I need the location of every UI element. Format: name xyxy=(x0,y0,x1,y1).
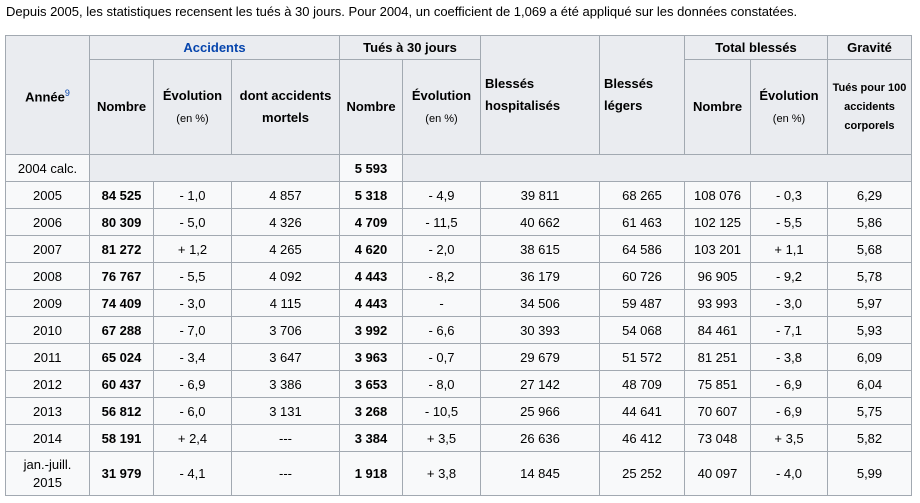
cell-tues: 3 653 xyxy=(340,371,403,398)
cell-year: 2011 xyxy=(6,344,90,371)
cell-acc-evo: + 2,4 xyxy=(154,425,232,452)
cell-hosp: 14 845 xyxy=(481,452,600,496)
cell-tues: 3 268 xyxy=(340,398,403,425)
cell-acc-evo: - 3,0 xyxy=(154,290,232,317)
cell-hosp: 34 506 xyxy=(481,290,600,317)
cell-grav: 5,99 xyxy=(828,452,912,496)
cell-acc-evo: + 1,2 xyxy=(154,236,232,263)
cell-hosp: 26 636 xyxy=(481,425,600,452)
cell-hosp: 39 811 xyxy=(481,182,600,209)
cell-acc: 60 437 xyxy=(90,371,154,398)
cell-tues-evo: - 4,9 xyxy=(403,182,481,209)
cell-legers: 48 709 xyxy=(600,371,685,398)
header-hospitalises: Blessés hospitalisés xyxy=(481,36,600,155)
cell-tues-evo: - 11,5 xyxy=(403,209,481,236)
cell-total: 75 851 xyxy=(685,371,751,398)
cell-total-evo: - 0,3 xyxy=(751,182,828,209)
cell-total: 102 125 xyxy=(685,209,751,236)
cell-tues-evo: + 3,5 xyxy=(403,425,481,452)
cell-acc: 67 288 xyxy=(90,317,154,344)
cell-hosp: 25 966 xyxy=(481,398,600,425)
table-caption: Depuis 2005, les statistiques recensent les tués à 30 jours. Pour 2004, un coefficient de 1,069 a été appliqué sur les données constatées. xyxy=(6,4,798,19)
cell-hosp: 40 662 xyxy=(481,209,600,236)
cell-acc-evo: - 6,9 xyxy=(154,371,232,398)
cell-acc: 74 409 xyxy=(90,290,154,317)
cell-total: 96 905 xyxy=(685,263,751,290)
cell-acc: 76 767 xyxy=(90,263,154,290)
table-row xyxy=(6,317,912,344)
cell-tues-evo: - 10,5 xyxy=(403,398,481,425)
cell-year: 2013 xyxy=(6,398,90,425)
cell-year: 2012 xyxy=(6,371,90,398)
cell-acc: 56 812 xyxy=(90,398,154,425)
blank-cell xyxy=(90,155,340,182)
cell-grav: 5,93 xyxy=(828,317,912,344)
cell-acc: 65 024 xyxy=(90,344,154,371)
header-dont-mortels: dont accidents mortels xyxy=(232,60,340,155)
cell-legers: 61 463 xyxy=(600,209,685,236)
cell-tues-evo: - 2,0 xyxy=(403,236,481,263)
table-row xyxy=(6,371,912,398)
cell-tues: 3 992 xyxy=(340,317,403,344)
header-gravite-sub: Tués pour 100 accidents corporels xyxy=(828,60,912,155)
cell-acc-evo: - 4,1 xyxy=(154,452,232,496)
table-row xyxy=(6,452,912,496)
cell-year: 2006 xyxy=(6,209,90,236)
cell-legers: 46 412 xyxy=(600,425,685,452)
header-tues-evolution: Évolution (en %) xyxy=(403,60,481,155)
cell-hosp: 30 393 xyxy=(481,317,600,344)
cell-grav: 6,29 xyxy=(828,182,912,209)
cell-year: 2010 xyxy=(6,317,90,344)
cell-total-evo: - 9,2 xyxy=(751,263,828,290)
cell-tues: 4 709 xyxy=(340,209,403,236)
cell-tues-evo: - 8,2 xyxy=(403,263,481,290)
cell-legers: 68 265 xyxy=(600,182,685,209)
cell-mortels: 3 647 xyxy=(232,344,340,371)
cell-total-evo: - 6,9 xyxy=(751,371,828,398)
cell-total: 84 461 xyxy=(685,317,751,344)
header-accidents[interactable]: Accidents xyxy=(90,36,340,60)
cell-tues-evo: + 3,8 xyxy=(403,452,481,496)
cell-total: 70 607 xyxy=(685,398,751,425)
table-row xyxy=(6,344,912,371)
cell-mortels: 4 115 xyxy=(232,290,340,317)
header-acc-nombre: Nombre xyxy=(90,60,154,155)
header-legers: Blessés légers xyxy=(600,36,685,155)
calc-year: 2004 calc. xyxy=(6,155,90,182)
cell-mortels: 4 326 xyxy=(232,209,340,236)
cell-total-evo: + 1,1 xyxy=(751,236,828,263)
cell-total-evo: - 3,0 xyxy=(751,290,828,317)
cell-year: jan.-juill. 2015 xyxy=(6,452,90,496)
cell-grav: 5,68 xyxy=(828,236,912,263)
cell-hosp: 36 179 xyxy=(481,263,600,290)
cell-tues-evo: - 6,6 xyxy=(403,317,481,344)
cell-year: 2005 xyxy=(6,182,90,209)
cell-total: 93 993 xyxy=(685,290,751,317)
cell-grav: 5,86 xyxy=(828,209,912,236)
cell-hosp: 27 142 xyxy=(481,371,600,398)
cell-total-evo: - 4,0 xyxy=(751,452,828,496)
cell-acc: 80 309 xyxy=(90,209,154,236)
header-acc-evolution: Évolution (en %) xyxy=(154,60,232,155)
table-row xyxy=(6,263,912,290)
cell-tues: 3 963 xyxy=(340,344,403,371)
cell-tues: 4 443 xyxy=(340,263,403,290)
cell-grav: 6,09 xyxy=(828,344,912,371)
cell-mortels: --- xyxy=(232,452,340,496)
cell-grav: 5,75 xyxy=(828,398,912,425)
header-annee: Année$^9$ xyxy=(6,36,90,155)
cell-acc-evo: - 5,0 xyxy=(154,209,232,236)
calc-tues: 5 593 xyxy=(340,155,403,182)
cell-hosp: 29 679 xyxy=(481,344,600,371)
cell-tues-evo: - 0,7 xyxy=(403,344,481,371)
table-row xyxy=(6,236,912,263)
cell-acc-evo: - 6,0 xyxy=(154,398,232,425)
cell-tues: 3 384 xyxy=(340,425,403,452)
cell-total-evo: - 3,8 xyxy=(751,344,828,371)
cell-total: 103 201 xyxy=(685,236,751,263)
table-row xyxy=(6,209,912,236)
cell-total: 108 076 xyxy=(685,182,751,209)
cell-mortels: 3 131 xyxy=(232,398,340,425)
cell-mortels: 3 386 xyxy=(232,371,340,398)
table-row xyxy=(6,398,912,425)
cell-tues: 5 318 xyxy=(340,182,403,209)
cell-mortels: 3 706 xyxy=(232,317,340,344)
cell-grav: 6,04 xyxy=(828,371,912,398)
header-tues-nombre: Nombre xyxy=(340,60,403,155)
cell-legers: 54 068 xyxy=(600,317,685,344)
cell-tues: 4 620 xyxy=(340,236,403,263)
cell-acc: 58 191 xyxy=(90,425,154,452)
cell-total: 40 097 xyxy=(685,452,751,496)
cell-legers: 64 586 xyxy=(600,236,685,263)
cell-tues: 1 918 xyxy=(340,452,403,496)
cell-total-evo: + 3,5 xyxy=(751,425,828,452)
cell-acc-evo: - 5,5 xyxy=(154,263,232,290)
header-total-nombre: Nombre xyxy=(685,60,751,155)
cell-grav: 5,82 xyxy=(828,425,912,452)
table-row xyxy=(6,425,912,452)
header-total-blesses: Total blessés xyxy=(685,36,828,60)
table-row xyxy=(6,290,912,317)
cell-acc: 84 525 xyxy=(90,182,154,209)
header-gravite: Gravité xyxy=(828,36,912,60)
cell-acc-evo: - 1,0 xyxy=(154,182,232,209)
cell-tues: 4 443 xyxy=(340,290,403,317)
blank-cell xyxy=(403,155,912,182)
cell-acc-evo: - 7,0 xyxy=(154,317,232,344)
cell-acc-evo: - 3,4 xyxy=(154,344,232,371)
reference-link[interactable]: 9 xyxy=(64,87,70,98)
cell-total-evo: - 7,1 xyxy=(751,317,828,344)
cell-year: 2014 xyxy=(6,425,90,452)
cell-grav: 5,97 xyxy=(828,290,912,317)
header-total-evolution: Évolution (en %) xyxy=(751,60,828,155)
table-row xyxy=(6,182,912,209)
cell-mortels: 4 857 xyxy=(232,182,340,209)
cell-mortels: 4 265 xyxy=(232,236,340,263)
cell-legers: 25 252 xyxy=(600,452,685,496)
cell-tues-evo: - 8,0 xyxy=(403,371,481,398)
cell-mortels: 4 092 xyxy=(232,263,340,290)
cell-legers: 44 641 xyxy=(600,398,685,425)
cell-year: 2009 xyxy=(6,290,90,317)
cell-grav: 5,78 xyxy=(828,263,912,290)
cell-year: 2007 xyxy=(6,236,90,263)
cell-hosp: 38 615 xyxy=(481,236,600,263)
cell-total: 81 251 xyxy=(685,344,751,371)
cell-total: 73 048 xyxy=(685,425,751,452)
cell-legers: 59 487 xyxy=(600,290,685,317)
cell-tues-evo: - xyxy=(403,290,481,317)
cell-legers: 60 726 xyxy=(600,263,685,290)
cell-acc: 81 272 xyxy=(90,236,154,263)
cell-year: 2008 xyxy=(6,263,90,290)
cell-mortels: --- xyxy=(232,425,340,452)
cell-total-evo: - 6,9 xyxy=(751,398,828,425)
cell-legers: 51 572 xyxy=(600,344,685,371)
road-accidents-table xyxy=(5,35,912,496)
cell-acc: 31 979 xyxy=(90,452,154,496)
header-tues: Tués à 30 jours xyxy=(340,36,481,60)
cell-total-evo: - 5,5 xyxy=(751,209,828,236)
